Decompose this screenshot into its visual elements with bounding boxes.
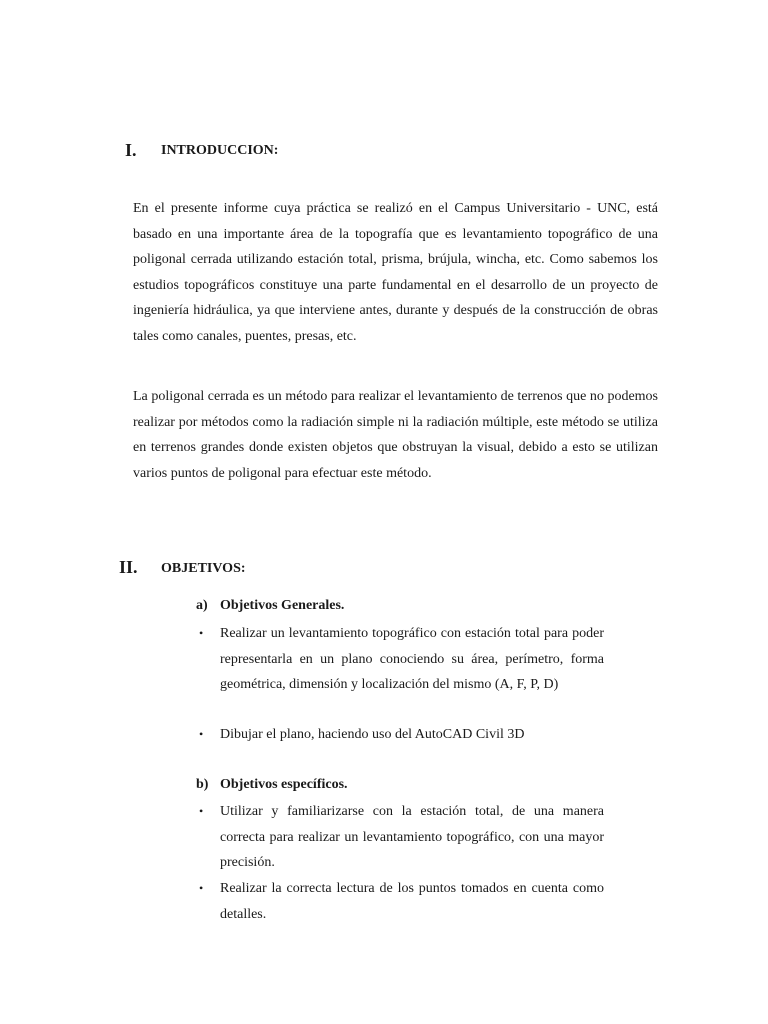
list-item: [199, 876, 604, 927]
section-1-title: INTRODUCCION:: [161, 143, 279, 158]
list-item-text: Realizar un levantamiento topográfico con estación total para poder representarla en un plano conociendo su área, perímetro, forma geométrica, dimensión y localización del mismo (A, F, P, D): [220, 626, 604, 692]
list-item: [199, 799, 604, 876]
subsection-b-title: Objetivos específicos.: [220, 777, 348, 792]
list-item: [199, 621, 604, 698]
section-2-title: OBJETIVOS:: [161, 561, 246, 576]
bullet-icon: •: [199, 727, 204, 741]
section-1-numeral: I.: [125, 140, 137, 160]
subsection-a-title: Objetivos Generales.: [220, 598, 345, 613]
subsection-a-label: a): [196, 598, 208, 613]
section-2-numeral: II.: [119, 557, 138, 577]
subsection-b-heading: [196, 777, 348, 793]
intro-paragraph-1: En el presente informe cuya práctica se realizó en el Campus Universitario - UNC, está basado en una importante área de la topografía que es levantamiento topográfico de una poligonal cerrada utilizando estación total, prisma, brújula, wincha, etc. Como sabemos los estudios topográficos constituye una parte fundamental en el desarrollo de un proyecto de ingeniería hidráulica, ya que interviene antes, durante y después de la construcción de obras tales como canales, puentes, presas, etc.: [133, 201, 658, 344]
list-item-text: Utilizar y familiarizarse con la estación total, de una manera correcta para realizar un levantamiento topográfico, con una mayor precisión.: [220, 804, 604, 870]
intro-paragraph-2: La poligonal cerrada es un método para realizar el levantamiento de terrenos que no podemos realizar por métodos como la radiación simple ni la radiación múltiple, este método se utiliza en terrenos grandes donde existen objetos que obstruyan la visual, debido a esto se utilizan varios puntos de poligonal para efectuar este método.: [133, 389, 658, 481]
subsection-a-heading: [196, 598, 344, 614]
bullet-icon: •: [199, 881, 204, 895]
list-item-text: Dibujar el plano, haciendo uso del AutoCAD Civil 3D: [220, 727, 525, 742]
list-item: [199, 722, 604, 748]
subsection-b-label: b): [196, 777, 209, 792]
bullet-icon: •: [199, 626, 204, 640]
bullet-icon: •: [199, 804, 204, 818]
list-item-text: Realizar la correcta lectura de los puntos tomados en cuenta como detalles.: [220, 881, 604, 922]
